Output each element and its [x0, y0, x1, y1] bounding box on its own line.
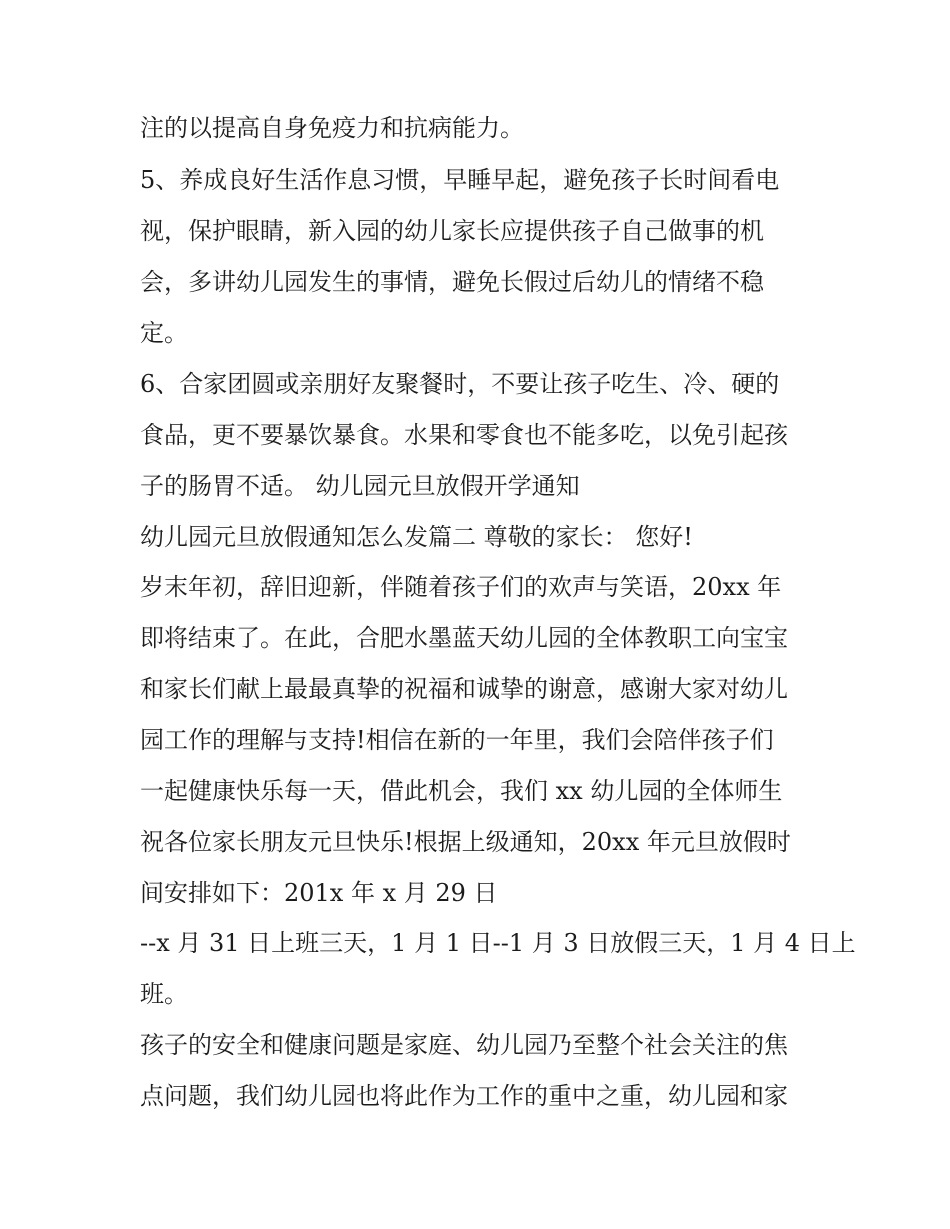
text-line: 和家长们献上最最真挚的祝福和诚挚的谢意，感谢大家对幼儿 — [140, 675, 788, 703]
text-line: 会，多讲幼儿园发生的事情，避免长假过后幼儿的情绪不稳 — [140, 268, 764, 296]
text-line: 视，保护眼睛，新入园的幼儿家长应提供孩子自己做事的机 — [140, 217, 764, 245]
text-line: 注的以提高自身免疫力和抗病能力。 — [140, 114, 524, 142]
text-line: --x 月 31 日上班三天，1 月 1 日--1 月 3 日放假三天，1 月 4 日上 — [140, 929, 856, 957]
text-line: 祝各位家长朋友元旦快乐!根据上级通知，20xx 年元旦放假时 — [140, 828, 791, 856]
text-line: 定。 — [140, 319, 188, 347]
text-line: 园工作的理解与支持!相信在新的一年里，我们会陪伴孩子们 — [140, 726, 774, 754]
text-line: 班。 — [140, 980, 188, 1008]
text-line: 5、养成良好生活作息习惯，早睡早起，避免孩子长时间看电 — [140, 166, 780, 194]
text-line: 食品，更不要暴饮暴食。水果和零食也不能多吃，以免引起孩 — [140, 421, 788, 449]
text-line: 岁末年初，辞旧迎新，伴随着孩子们的欢声与笑语，20xx 年 — [140, 573, 782, 601]
text-line: 即将结束了。在此，合肥水墨蓝天幼儿园的全体教职工向宝宝 — [140, 624, 788, 652]
text-line: 6、合家团圆或亲朋好友聚餐时，不要让孩子吃生、冷、硬的 — [140, 370, 780, 398]
text-line: 一起健康快乐每一天，借此机会，我们 xx 幼儿园的全体师生 — [140, 777, 783, 805]
text-line: 子的肠胃不适。 幼儿园元旦放假开学通知 — [140, 472, 580, 500]
text-line: 孩子的安全和健康问题是家庭、幼儿园乃至整个社会关注的焦 — [140, 1031, 788, 1059]
text-line: 间安排如下：201x 年 x 月 29 日 — [140, 879, 498, 907]
text-line: 点问题，我们幼儿园也将此作为工作的重中之重，幼儿园和家 — [140, 1082, 788, 1110]
text-line: 幼儿园元旦放假通知怎么发篇二 尊敬的家长： 您好! — [140, 523, 693, 551]
